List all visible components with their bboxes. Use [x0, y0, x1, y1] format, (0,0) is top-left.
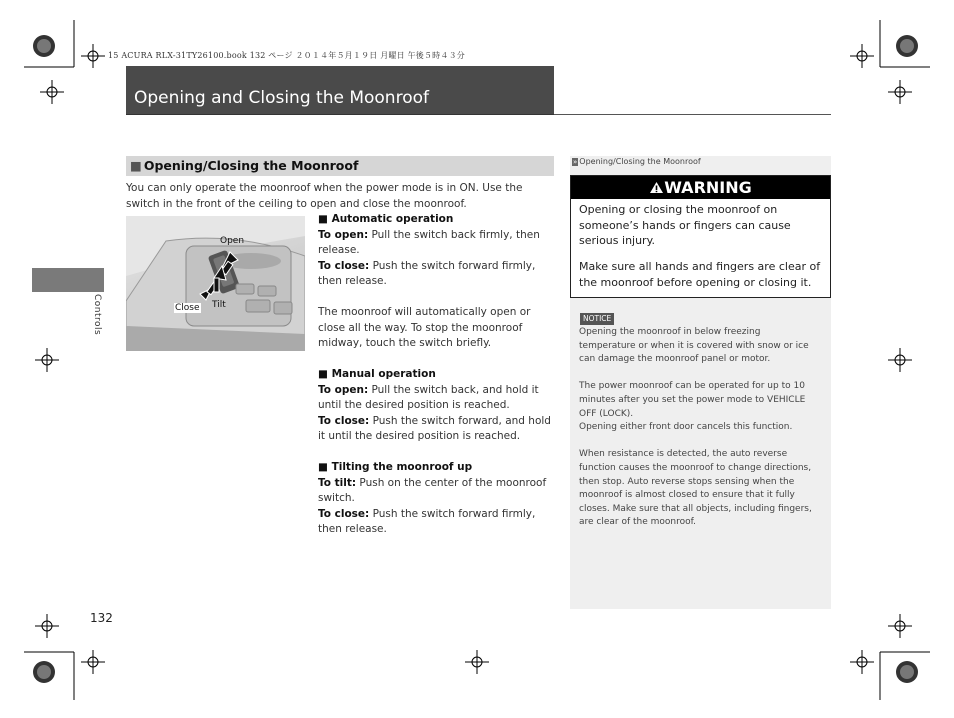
- operation-steps: [318, 212, 558, 538]
- manual-close: To close: Push the switch forward, and hold it until the desired position is reached.: [318, 414, 551, 442]
- intro-paragraph: You can only operate the moonroof when the power mode is in ON. Use the switch in the front of the ceiling to open and close the moonroof.: [126, 182, 523, 210]
- chapter-label: Controls: [92, 294, 102, 336]
- note-front-door: Opening either front door cancels this function.: [579, 422, 793, 433]
- warning-header: WARNING: [571, 176, 830, 199]
- page-title: Opening and Closing the Moonroof: [134, 88, 429, 108]
- tilt-open: To tilt: Push on the center of the moonroof switch.: [318, 476, 547, 504]
- label-tilt: Tilt: [212, 300, 226, 310]
- reference-icon: »: [573, 158, 578, 166]
- warning-text-2: Make sure all hands and fingers are clear of the moonroof before opening or closing it.: [579, 260, 821, 289]
- print-header: 15 ACURA RLX-31TY26100.book 132 ページ ２０１４年５月１９日 月曜日 午後５時４３分: [108, 51, 465, 60]
- page-number: 132: [90, 611, 113, 625]
- notice-badge: NOTICE: [580, 313, 614, 325]
- section-title-text: Opening/Closing the Moonroof: [143, 158, 359, 173]
- note-vehicle-off: The power moonroof can be operated for up to 10 minutes after you set the power mode to VEHICLE OFF (LOCK).: [579, 381, 806, 419]
- moonroof-switch-illustration: [126, 216, 305, 351]
- warning-triangle-icon: [649, 181, 664, 194]
- title-underline: [126, 114, 554, 115]
- manual-open: To open: Pull the switch back, and hold it until the desired position is reached.: [318, 383, 539, 411]
- tilt-close: To close: Push the switch forward firmly, then release.: [318, 507, 536, 535]
- sidebar-reference: » Opening/Closing the Moonroof: [573, 157, 701, 166]
- warning-text-1: Opening or closing the moonroof on someone’s hands or fingers can cause serious injury.: [579, 203, 791, 247]
- note-auto-reverse: When resistance is detected, the auto reverse function causes the moonroof to change directions, then stop. Auto reverse stops sensing when the moonroof is almost closed to ensure that it fully closes. Make sure that all objects, including fingers, are clear of the moonroof.: [579, 449, 812, 528]
- notice-text: Opening the moonroof in below freezing temperature or when it is covered with snow or ice can damage the moonroof panel or motor.: [579, 327, 809, 365]
- label-close: Close: [175, 303, 200, 313]
- auto-close: To close: Push the switch forward firmly, then release.: [318, 259, 536, 287]
- auto-heading: ■ Automatic operation: [318, 213, 454, 225]
- sidebar-notes: [579, 326, 819, 530]
- label-open: Open: [220, 236, 245, 246]
- chapter-tab: [32, 268, 104, 292]
- switch-drawing: [126, 216, 305, 351]
- auto-open: To open: Pull the switch back firmly, then release.: [318, 228, 540, 256]
- auto-note: The moonroof will automatically open or close all the way. To stop the moonroof midway, touch the switch briefly.: [318, 306, 531, 349]
- section-title: [130, 158, 358, 173]
- title-rule: [554, 114, 831, 115]
- section-marker: ■: [130, 158, 142, 173]
- manual-heading: ■ Manual operation: [318, 368, 436, 380]
- tilt-heading: ■ Tilting the moonroof up: [318, 461, 473, 473]
